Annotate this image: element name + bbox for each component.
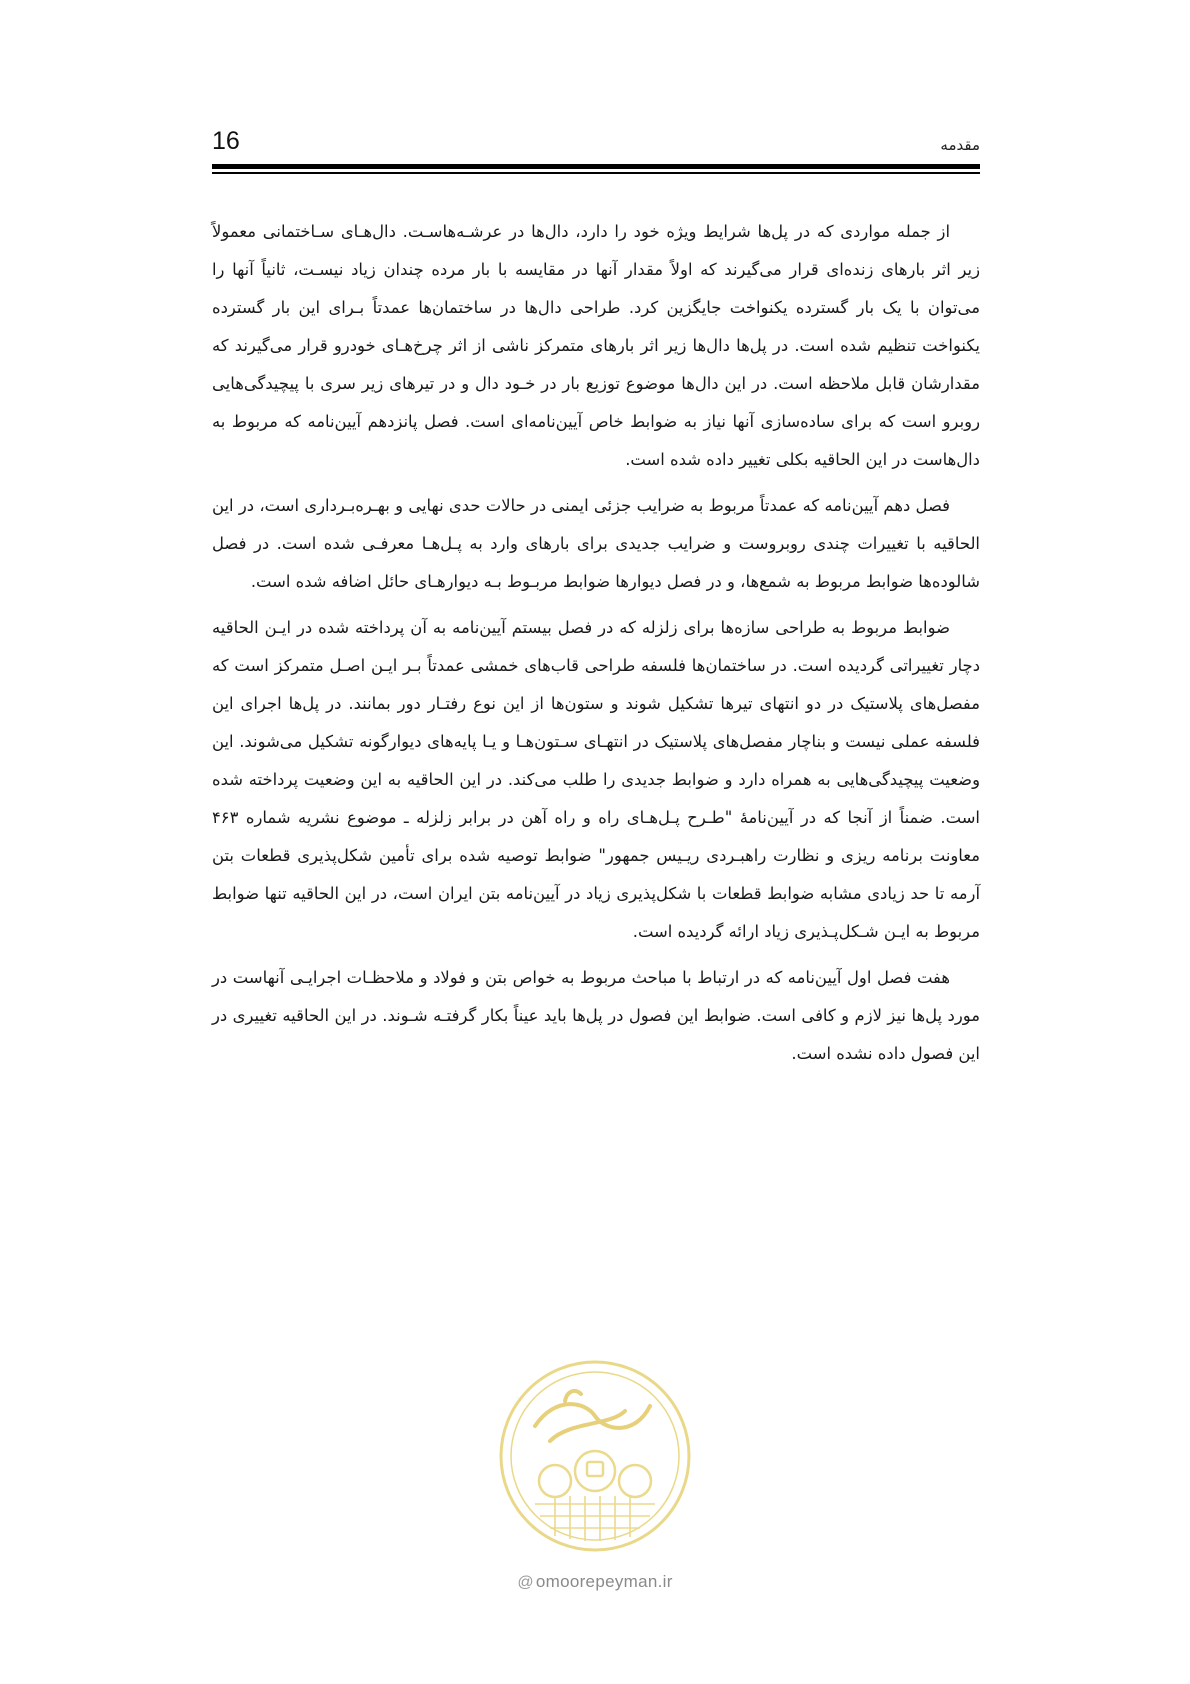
watermark-url	[490, 1572, 700, 1592]
paragraph: ضوابط مربوط به طراحی سازه‌ها برای زلزله که در فصل بیستم آیین‌نامه به آن پرداخته شده در ایـن الحاقیه دچار تغییراتی گردیده است. در ساختمان‌ها فلسفه طراحی قاب‌های خمشی عمدتاً بـر ایـن اصـل متمرکز است که مفصل‌های پلاستیک در دو انتهای تیرها تشکیل شوند و ستون‌ها از این نوع رفتـار دور بمانند. در پل‌ها اجرای این فلسفه عملی نیست و بناچار مفصل‌های پلاستیک در انتهـای سـتون‌هـا و یـا پایه‌های دیوارگونه تشکیل می‌شوند. این وضعیت پیچیدگی‌هایی به همراه دارد و ضوابط جدیدی را طلب می‌کند. در این الحاقیه به این وضعیت پرداخته شده است. ضمناً از آنجا که در آیین‌نامهٔ "طـرح پـل‌هـای راه و راه آهن در برابر زلزله ـ موضوع نشریه شماره ۴۶۳ معاونت برنامه ریزی و نظارت راهبـردی ریـیس جمهور" ضوابط توصیه شده برای تأمین شکل‌پذیری قطعات بتن آرمه تا حد زیادی مشابه ضوابط قطعات با شکل‌پذیری زیاد در آیین‌نامه بتن ایران است، در این الحاقیه تنها ضوابط مربوط به ایـن شـکل‌پـذیری زیاد ارائه گردیده است.	[212, 618, 980, 941]
paragraph: از جمله مواردی که در پل‌ها شرایط ویژه خود را دارد، دال‌ها در عرشـه‌هاسـت. دال‌هـای سـاختمانی معمولاً زیر اثر بارهای زنده‌ای قرار می‌گیرند که اولاً مقدار آنها در مقایسه با بار مرده چندان زیاد نیسـت، ثانیاً آنها را می‌توان با یک بار گسترده یکنواخت جایگزین کرد. طراحی دال‌ها در ساختمان‌ها عمدتاً بـرای این بار گسترده یکنواخت تنظیم شده است. در پل‌ها دال‌ها زیر اثر بارهای متمرکز ناشی از اثر چرخ‌هـای خودرو قرار می‌گیرند که مقدارشان قابل ملاحظه است. در این دال‌ها موضوع توزیع بار در خـود دال و در تیرهای زیر سری با پیچیدگی‌هایی روبرو است که برای ساده‌سازی آنها نیاز به ضوابط خاص آیین‌نامه‌ای است. فصل پانزدهم آیین‌نامه که مربوط به دال‌هاست در این الحاقیه بکلی تغییر داده شده است.	[212, 222, 980, 469]
watermark-url-text: omoorepeyman.ir	[535, 1572, 673, 1591]
body-text	[212, 213, 980, 1081]
chapter-title: مقدمه	[940, 136, 980, 154]
page-header	[212, 118, 980, 156]
header-rule-thick	[212, 164, 980, 169]
watermark-seal	[495, 1356, 695, 1556]
paragraph: هفت فصل اول آیین‌نامه که در ارتباط با مباحث مربوط به خواص بتن و فولاد و ملاحظـات اجرایـی آنهاست در مورد پل‌ها نیز لازم و کافی است. ضوابط این فصول در پل‌ها باید عیناً بکار گرفتـه شـوند. در این الحاقیه تغییری در این فصول داده نشده است.	[212, 968, 980, 1063]
page-number: 16	[212, 127, 240, 155]
paragraph: فصل دهم آیین‌نامه که عمدتاً مربوط به ضرایب جزئی ایمنی در حالات حدی نهایی و بهـره‌بـرداری است، در این الحاقیه با تغییرات چندی روبروست و ضرایب جدیدی برای بارهای وارد به پـل‌هـا معرفـی شده است. در فصل شالوده‌ها ضوابط مربوط به شمع‌ها، و در فصل دیوارها ضوابط مربـوط بـه دیوارهـای حائل اضافه شده است.	[212, 496, 980, 591]
header-rule-thin	[212, 172, 980, 174]
at-icon: @	[517, 1574, 534, 1591]
